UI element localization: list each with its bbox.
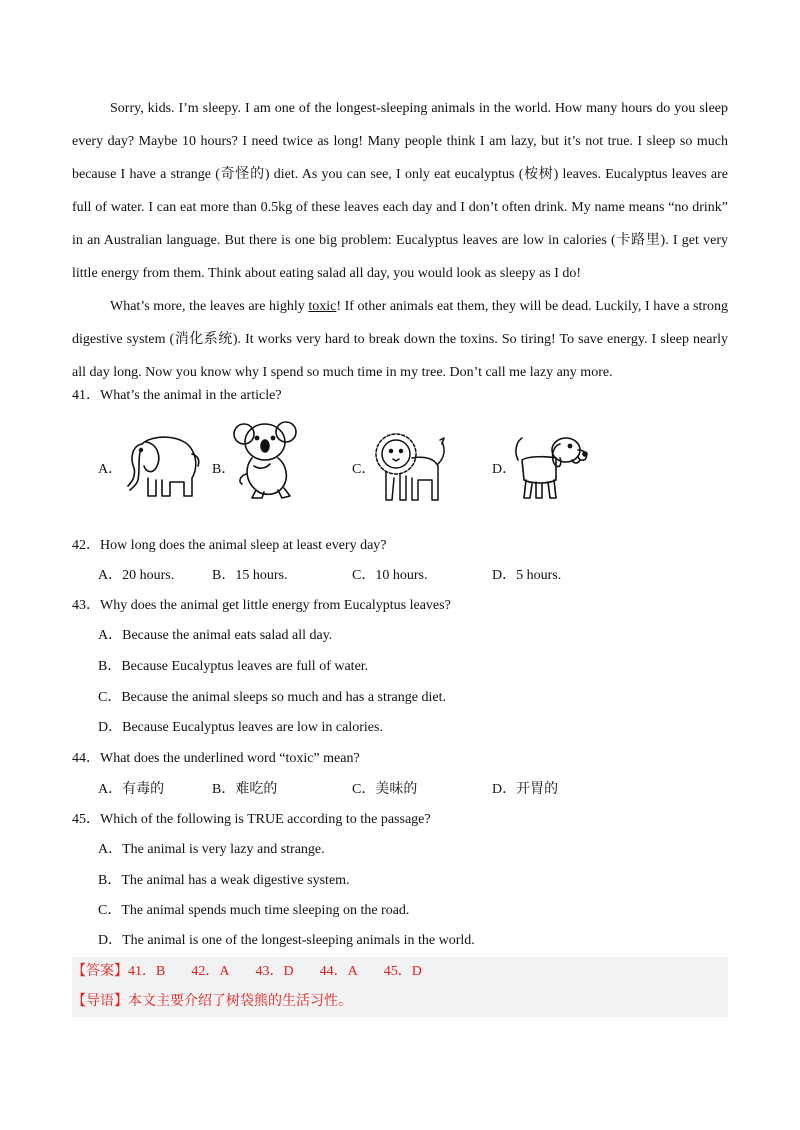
question-43: 43．Why does the animal get little energy from Eucalyptus leaves? [72, 598, 451, 613]
lion-icon [372, 428, 450, 506]
passage [72, 92, 728, 389]
passage-paragraph-2 [72, 290, 728, 389]
question-41: 41．What’s the animal in the article? [72, 388, 282, 403]
q45-option-c[interactable]: C．The animal spends much time sleeping on the road. [98, 903, 410, 918]
paragraph-text: ! If other animals eat them, they will be dead. Luckily, I have a strong digestive system (消化系统). It works very hard to break down the toxins. So tiring! To save energy. I sleep nearly all day long. Now you know why I spend so much time in my tree. Don’t call me lazy any more. [72, 299, 728, 380]
guide-text: 本文主要介绍了树袋熊的生活习性。 [128, 994, 352, 1009]
q45-option-d[interactable]: D．The animal is one of the longest-sleeping animals in the world. [98, 933, 475, 948]
guide-note [72, 987, 728, 1017]
q41-option-c[interactable]: C． [352, 462, 376, 477]
q43-option-b[interactable]: B．Because Eucalyptus leaves are full of water. [98, 659, 369, 674]
question-44: 44．What does the underlined word “toxic” mean? [72, 751, 360, 766]
q44-option-d[interactable]: D．开胃的 [492, 782, 559, 797]
answer-42: 42．A [191, 964, 230, 979]
answer-key [72, 957, 728, 987]
question-42: 42．How long does the animal sleep at least every day? [72, 538, 387, 553]
passage-paragraph-1 [72, 92, 728, 290]
q43-option-c[interactable]: C．Because the animal sleeps so much and has a strange diet. [98, 690, 446, 705]
underlined-word-toxic: toxic [308, 299, 337, 314]
elephant-icon [122, 430, 202, 502]
dog-icon [512, 430, 590, 504]
q42-option-b[interactable]: B．15 hours. [212, 568, 288, 583]
q41-option-d[interactable]: D． [492, 462, 517, 477]
koala-icon [232, 416, 302, 502]
q42-option-d[interactable]: D．5 hours. [492, 568, 562, 583]
answer-41: 41．B [128, 964, 166, 979]
guide-label: 【导语】 [72, 994, 128, 1009]
paragraph-text: Sorry, kids. I’m sleepy. I am one of the longest-sleeping animals in the world. How many hours do you sleep every day? Maybe 10 hours? I need twice as long! Many people think I am lazy, but it’s not true. I sleep so much because I have a strange (奇怪的) diet. As you can see, I only eat eucalyptus (桉树) leaves. Eucalyptus leaves are full of water. I can eat more than 0.5kg of these leaves each day and I don’t often drink. My name means “no drink” in an Australian language. But there is one big problem: Eucalyptus leaves are low in calories (卡路里). I get very little energy from them. Think about eating salad all day, you would look as sleepy as I do! [72, 101, 728, 281]
q43-option-d[interactable]: D．Because Eucalyptus leaves are low in calories. [98, 720, 383, 735]
q43-option-a[interactable]: A．Because the animal eats salad all day. [98, 628, 333, 643]
q44-option-b[interactable]: B．难吃的 [212, 782, 278, 797]
answer-label: 【答案】 [72, 964, 128, 979]
paragraph-text: What’s more, the leaves are highly [110, 299, 309, 314]
q44-option-a[interactable]: A．有毒的 [98, 782, 165, 797]
answer-44: 44．A [319, 964, 358, 979]
answer-45: 45．D [383, 964, 422, 979]
q41-option-b[interactable]: B． [212, 462, 236, 477]
question-45: 45．Which of the following is TRUE according to the passage? [72, 812, 431, 827]
answer-43: 43．D [255, 964, 294, 979]
q44-option-c[interactable]: C．美味的 [352, 782, 418, 797]
q45-option-b[interactable]: B．The animal has a weak digestive system. [98, 873, 350, 888]
q42-option-c[interactable]: C．10 hours. [352, 568, 428, 583]
q45-option-a[interactable]: A．The animal is very lazy and strange. [98, 842, 325, 857]
q42-option-a[interactable]: A．20 hours. [98, 568, 175, 583]
q41-option-a[interactable]: A． [98, 462, 123, 477]
